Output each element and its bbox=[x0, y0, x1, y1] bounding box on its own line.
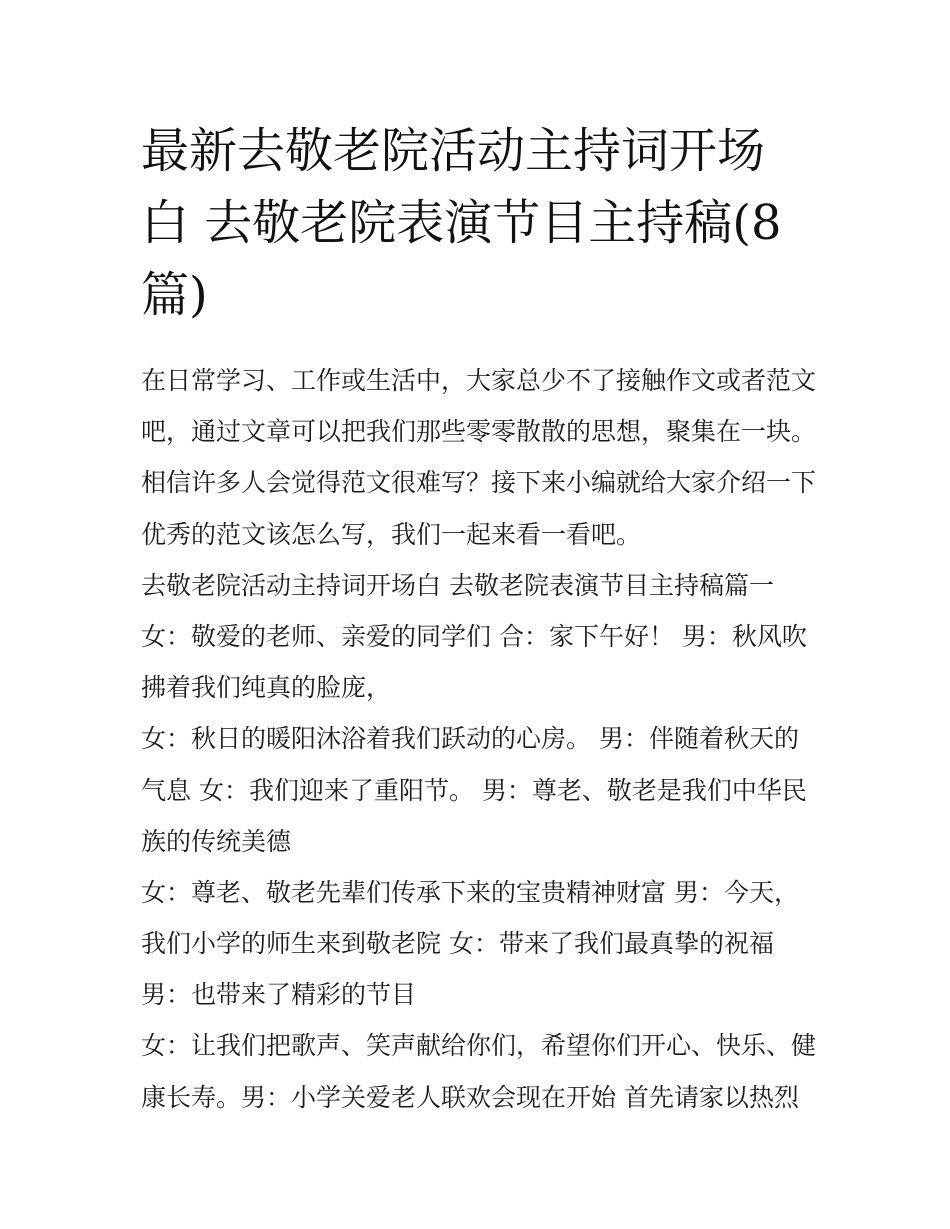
body-line: 我们小学的师生来到敬老院 女：带来了我们最真挚的祝福 bbox=[141, 929, 774, 959]
body-line: 康长寿。男：小学关爱老人联欢会现在开始 首先请家以热烈 bbox=[141, 1082, 799, 1112]
body-line: 吧，通过文章可以把我们那些零零散散的思想，聚集在一块。 bbox=[141, 417, 817, 447]
body-line: 在日常学习、工作或生活中，大家总少不了接触作文或者范文 bbox=[141, 366, 817, 395]
title-line-1: 最新去敬老院活动主持词开场 bbox=[141, 123, 766, 179]
document-title bbox=[141, 115, 821, 331]
body-line: 拂着我们纯真的脸庞， bbox=[141, 673, 392, 703]
document-body bbox=[141, 355, 821, 1123]
body-line: 男：也带来了精彩的节目 bbox=[141, 980, 417, 1010]
body-line: 相信许多人会觉得范文很难写？接下来小编就给大家介绍一下 bbox=[141, 468, 817, 498]
body-line: 女：尊老、敬老先辈们传承下来的宝贵精神财富 男：今天， bbox=[141, 877, 799, 907]
body-line: 优秀的范文该怎么写，我们一起来看一看吧。 bbox=[141, 519, 642, 549]
body-line: 女：敬爱的老师、亲爱的同学们 合：家下午好！ 男：秋风吹 bbox=[141, 621, 807, 651]
title-line-3: 篇) bbox=[141, 267, 208, 323]
body-line: 族的传统美德 bbox=[141, 826, 292, 856]
body-line: 女：让我们把歌声、笑声献给你们，希望你们开心、快乐、健 bbox=[141, 1031, 817, 1061]
title-line-2: 白 去敬老院表演节目主持稿(8 bbox=[141, 195, 782, 251]
body-line: 女：秋日的暖阳沐浴着我们跃动的心房。 男：伴随着秋天的 bbox=[141, 724, 799, 754]
section-heading: 去敬老院活动主持词开场白 去敬老院表演节目主持稿篇一 bbox=[141, 570, 774, 600]
body-line: 气息 女：我们迎来了重阳节。 男：尊老、敬老是我们中华民 bbox=[141, 775, 807, 805]
